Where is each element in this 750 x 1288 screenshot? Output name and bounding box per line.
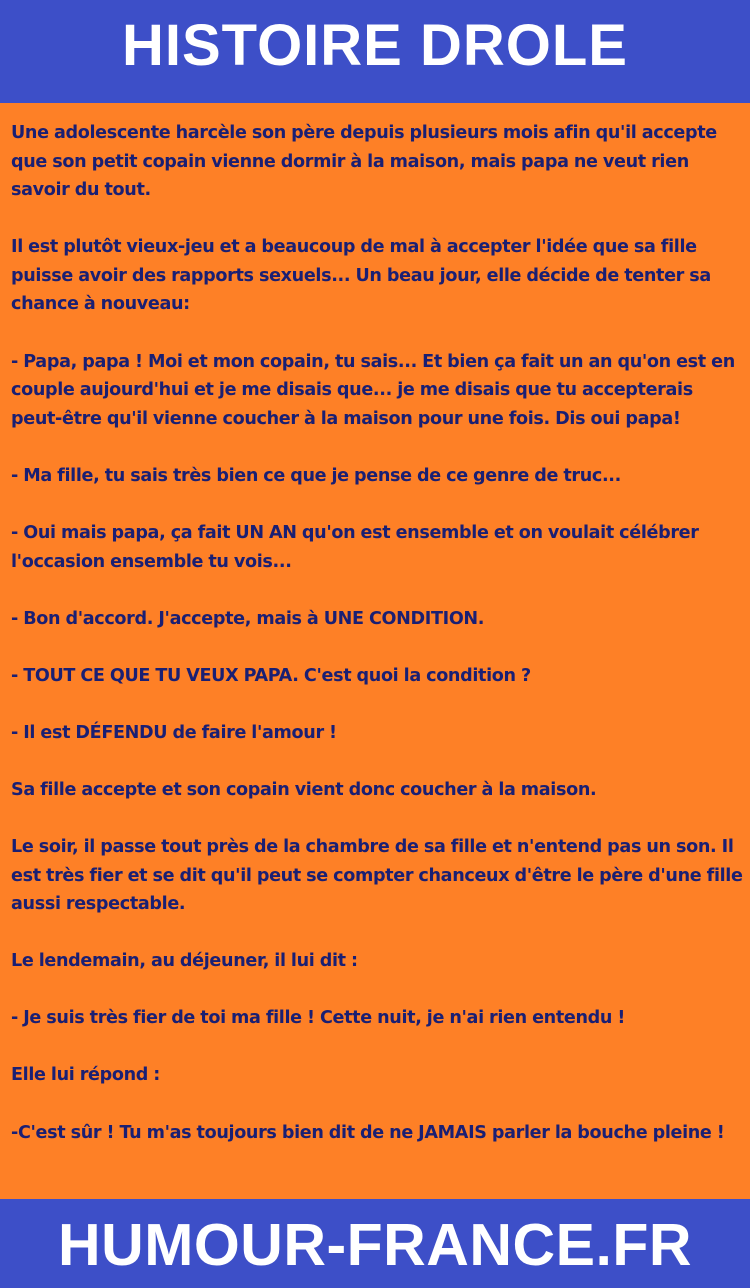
story-paragraph: Le soir, il passe tout près de la chambre de sa fille et n'entend pas un son. Il est très fier et se dit qu'il peut se compter chanceux d'être le père d'une fille aussi respectable. bbox=[11, 837, 743, 915]
page-title: HISTOIRE DROLE bbox=[122, 12, 628, 78]
footer-banner bbox=[0, 1199, 750, 1288]
story-paragraph: Sa fille accepte et son copain vient donc coucher à la maison. bbox=[11, 779, 597, 800]
story-paragraph: - Papa, papa ! Moi et mon copain, tu sais... Et bien ça fait un an qu'on est en couple aujourd'hui et je me disais que... je me disais que tu accepterais peut-être qu'il vienne coucher à la maison pour une fois. Dis oui papa! bbox=[11, 351, 735, 429]
story-paragraph: Il est plutôt vieux-jeu et a beaucoup de mal à accepter l'idée que sa fille puisse avoir des rapports sexuels... Un beau jour, elle décide de tenter sa chance à nouveau: bbox=[11, 237, 711, 315]
story-paragraph: - TOUT CE QUE TU VEUX PAPA. C'est quoi la condition ? bbox=[11, 665, 531, 686]
story-paragraph: - Je suis très fier de toi ma fille ! Cette nuit, je n'ai rien entendu ! bbox=[11, 1008, 626, 1029]
story-body bbox=[0, 103, 750, 1199]
story-paragraph: - Ma fille, tu sais très bien ce que je pense de ce genre de truc... bbox=[11, 465, 621, 486]
site-name: HUMOUR-FRANCE.FR bbox=[58, 1212, 692, 1278]
story-paragraph: Le lendemain, au déjeuner, il lui dit : bbox=[11, 951, 358, 972]
header-banner bbox=[0, 0, 750, 103]
story-paragraph: - Bon d'accord. J'accepte, mais à UNE CONDITION. bbox=[11, 608, 485, 629]
story-paragraph: -C'est sûr ! Tu m'as toujours bien dit de ne JAMAIS parler la bouche pleine ! bbox=[11, 1122, 725, 1143]
story-paragraph: Elle lui répond : bbox=[11, 1065, 160, 1086]
story-paragraph: - Oui mais papa, ça fait UN AN qu'on est ensemble et on voulait célébrer l'occasion ensemble tu vois... bbox=[11, 522, 699, 572]
story-paragraph: Une adolescente harcèle son père depuis plusieurs mois afin qu'il accepte que son petit copain vienne dormir à la maison, mais papa ne veut rien savoir du tout. bbox=[11, 123, 717, 201]
story-paragraph: - Il est DÉFENDU de faire l'amour ! bbox=[11, 722, 337, 743]
